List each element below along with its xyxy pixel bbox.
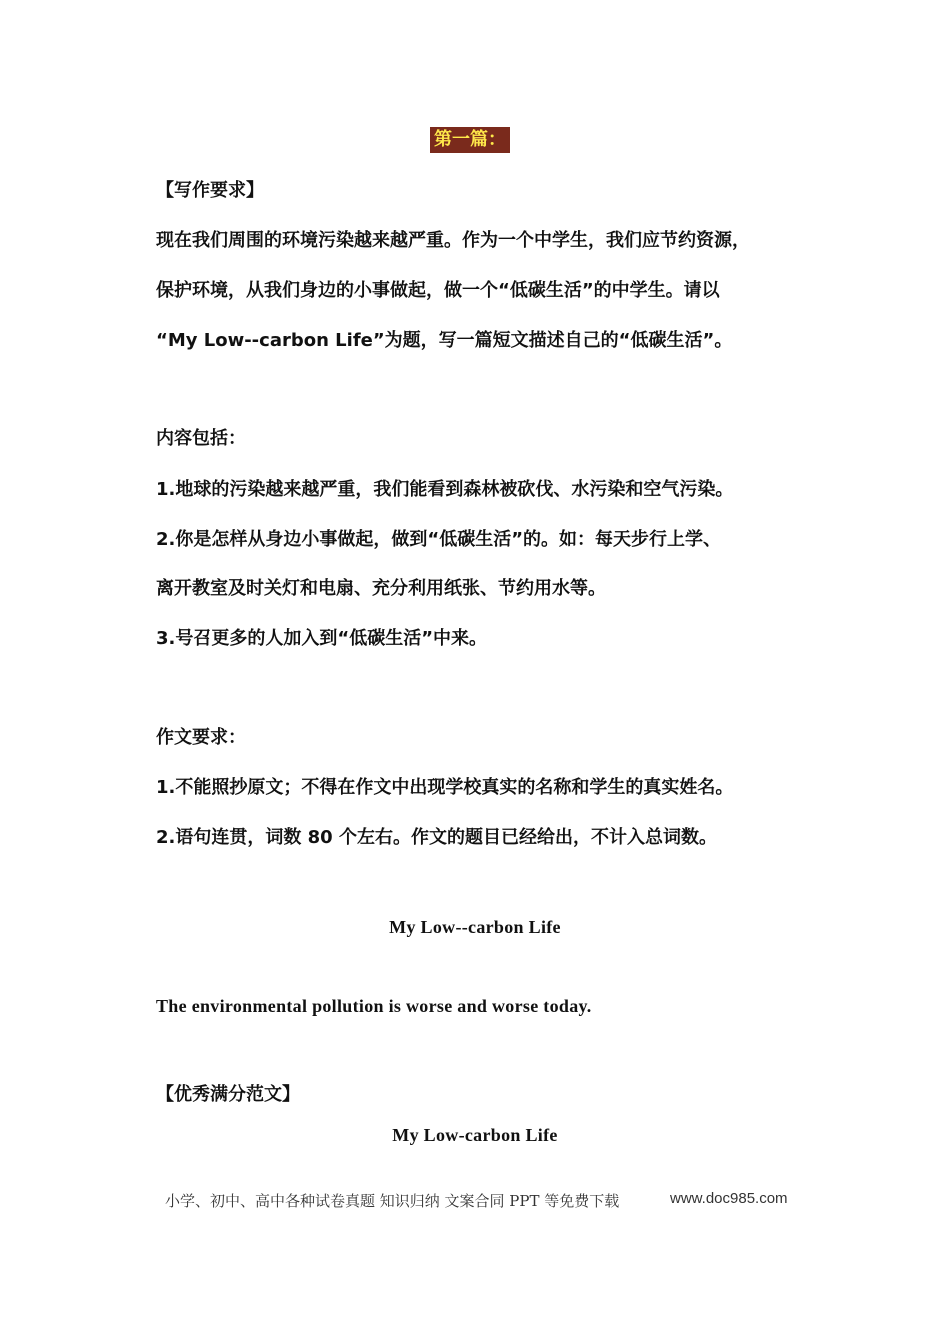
essay-title: My Low--carbon Life — [389, 917, 561, 937]
composition-line: 1.不能照抄原文；不得在作文中出现学校真实的名称和学生的真实姓名。 — [156, 777, 734, 798]
requirements-heading: 【写作要求】 — [156, 180, 264, 201]
essay-first-sentence: The environmental pollution is worse and worse today. — [156, 996, 592, 1016]
footer-text: 小学、初中、高中各种试卷真题 知识归纳 文案合同 PPT 等免费下载 — [165, 1192, 620, 1210]
content-line: 离开教室及时关灯和电扇、充分利用纸张、节约用水等。 — [156, 578, 606, 599]
footer-link[interactable]: www.doc985.com — [670, 1190, 788, 1207]
chapter-title: 第一篇： — [430, 127, 510, 153]
sample-title: My Low-carbon Life — [392, 1125, 558, 1145]
sample-heading: 【优秀满分范文】 — [156, 1084, 300, 1105]
composition-heading: 作文要求： — [156, 727, 246, 748]
content-heading: 内容包括： — [156, 428, 246, 449]
requirements-line: “My Low--carbon Life”为题，写一篇短文描述自己的“低碳生活”。 — [156, 330, 733, 351]
requirements-line: 现在我们周围的环境污染越来越严重。作为一个中学生，我们应节约资源， — [156, 230, 750, 251]
content-line: 1.地球的污染越来越严重，我们能看到森林被砍伐、水污染和空气污染。 — [156, 479, 734, 500]
requirements-line: 保护环境，从我们身边的小事做起，做一个“低碳生活”的中学生。请以 — [156, 280, 720, 301]
content-line: 3.号召更多的人加入到“低碳生活”中来。 — [156, 628, 488, 649]
composition-line: 2.语句连贯，词数 80 个左右。作文的题目已经给出，不计入总词数。 — [156, 827, 717, 848]
content-line: 2.你是怎样从身边小事做起，做到“低碳生活”的。如：每天步行上学、 — [156, 529, 722, 550]
